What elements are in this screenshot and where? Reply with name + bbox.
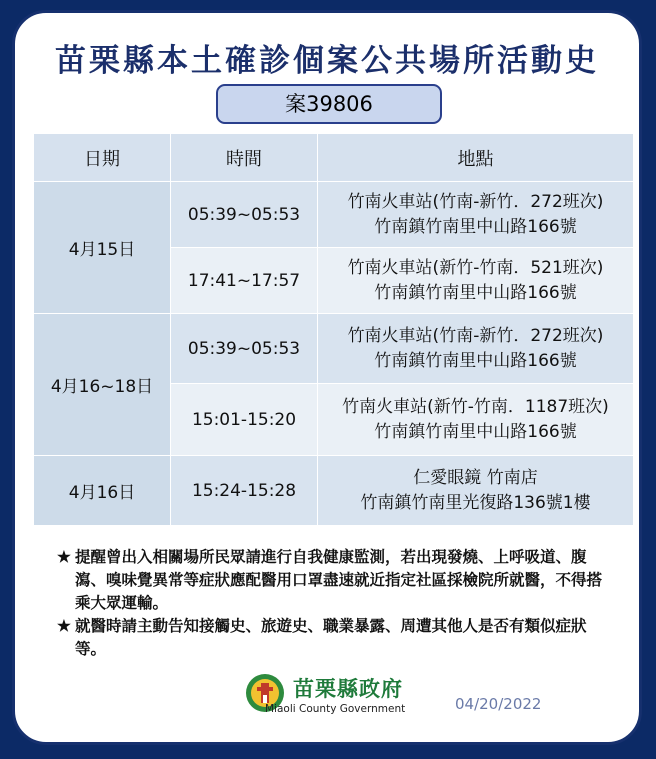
- place-cell: [318, 248, 634, 314]
- place-cell: [318, 456, 634, 526]
- place-address: 竹南鎮竹南里中山路166號: [374, 421, 577, 442]
- note-text: 提醒曾出入相關場所民眾請進行自我健康監測，若出現發燒、上呼吸道、腹瀉、嗅味覺異常等症狀應配醫用口罩盡速就近指定社區採檢院所就醫，不得搭乘大眾運輸。: [75, 547, 603, 612]
- page-title: 苗栗縣本土確診個案公共場所活動史: [55, 43, 599, 79]
- place-address: 竹南鎮竹南里中山路166號: [374, 216, 577, 237]
- header-date: 日期: [34, 134, 171, 182]
- date-cell: 4月16日: [34, 456, 171, 526]
- note-text: 就醫時請主動告知接觸史、旅遊史、職業暴露、周遭其他人是否有類似症狀等。: [75, 616, 587, 658]
- gov-name: 苗栗縣政府: [293, 676, 403, 701]
- place-address: 竹南鎮竹南里中山路166號: [374, 350, 577, 371]
- case-id-badge: 案39806: [216, 84, 442, 124]
- time-cell: 05:39~05:53: [171, 314, 318, 384]
- place-cell: [318, 314, 634, 384]
- publish-date: 04/20/2022: [455, 695, 542, 713]
- star-bullet: ★: [57, 616, 71, 635]
- header-time: 時間: [171, 134, 318, 182]
- place-cell: [318, 384, 634, 456]
- date-cell: 4月16~18日: [34, 314, 171, 456]
- place-name: 竹南火車站(竹南-新竹．272班次): [347, 191, 604, 212]
- header-place: 地點: [318, 134, 634, 182]
- table-row: [34, 314, 634, 384]
- table-row: [34, 456, 634, 526]
- table-row: [34, 182, 634, 248]
- place-cell: [318, 182, 634, 248]
- note-health-monitoring: [57, 545, 617, 614]
- star-bullet: ★: [57, 547, 71, 566]
- notice-card: [12, 10, 642, 745]
- place-name: 竹南火車站(新竹-竹南．521班次): [347, 257, 604, 278]
- date-cell: 4月15日: [34, 182, 171, 314]
- place-address: 竹南鎮竹南里中山路166號: [374, 282, 577, 303]
- notes: [57, 545, 617, 660]
- activity-table: [33, 133, 634, 526]
- time-cell: 17:41~17:57: [171, 248, 318, 314]
- note-disclosure: [57, 614, 617, 660]
- time-cell: 05:39~05:53: [171, 182, 318, 248]
- time-cell: 15:24-15:28: [171, 456, 318, 526]
- gov-name-en: Miaoli County Government: [265, 703, 406, 715]
- place-name: 竹南火車站(新竹-竹南．1187班次): [342, 396, 609, 417]
- place-address: 竹南鎮竹南里光復路136號1樓: [360, 492, 591, 513]
- place-name: 仁愛眼鏡 竹南店: [413, 467, 538, 488]
- table-header-row: [34, 134, 634, 182]
- place-name: 竹南火車站(竹南-新竹．272班次): [347, 325, 604, 346]
- time-cell: 15:01-15:20: [171, 384, 318, 456]
